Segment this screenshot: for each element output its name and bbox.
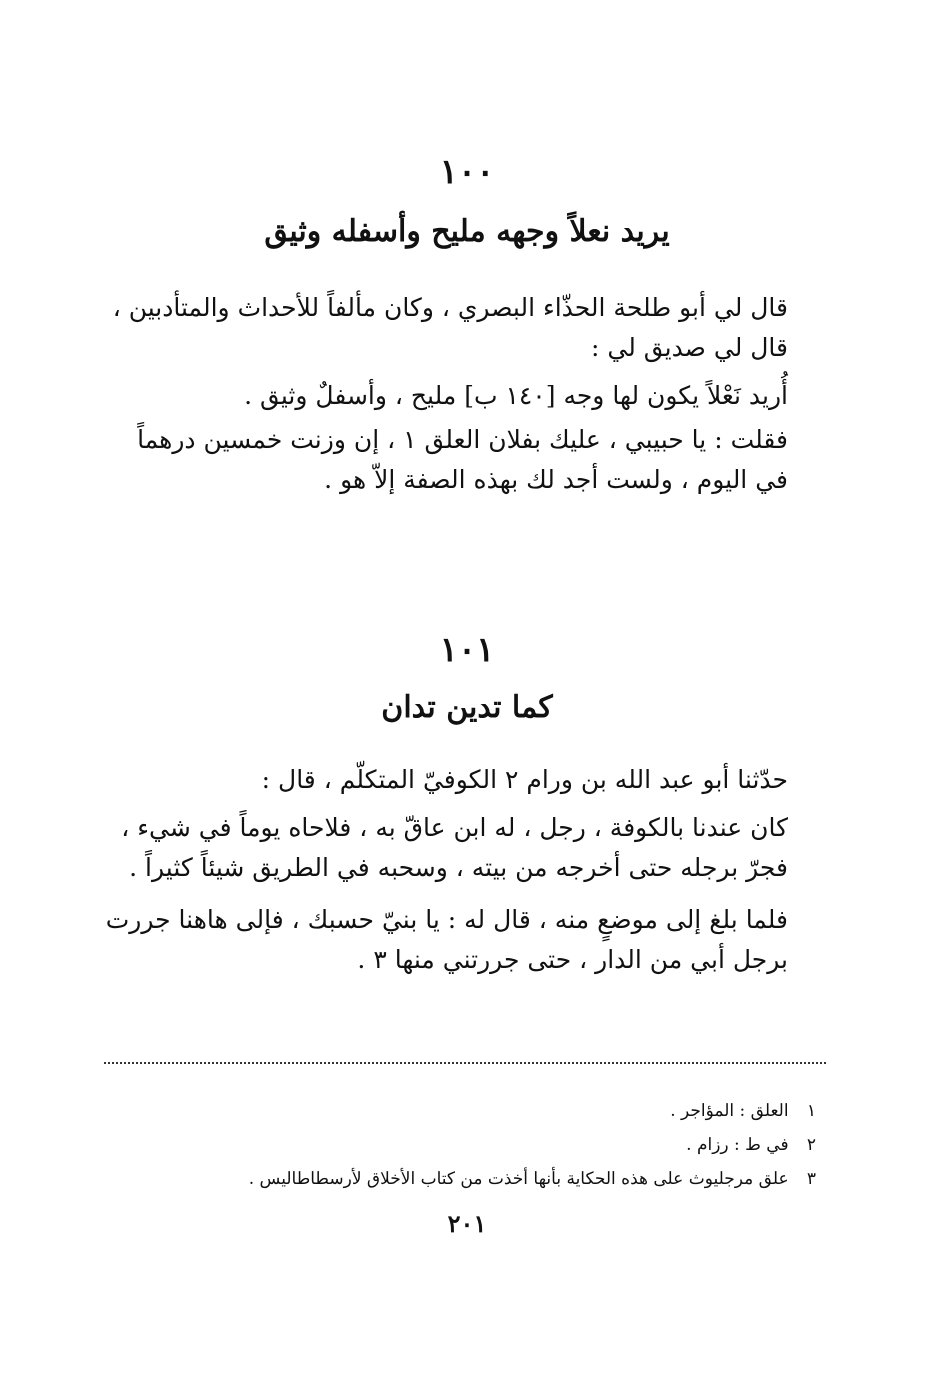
footnote-number: ١ (806, 1101, 816, 1121)
paragraph-100-1: قال لي أبو طلحة الحذّاء البصري ، وكان مألفاً للأحداث والمتأدبين ، قال لي صديق لي : (112, 293, 788, 362)
footnote-1 (116, 1094, 816, 1128)
footnote-text: في ط : رزام . (686, 1135, 789, 1155)
footnote-text: العلق : المؤاجر . (670, 1101, 789, 1121)
paragraph-100-2: أُريد نَعْلاً يكون لها وجه [١٤٠ ب] مليح ، وأسفلٌ وثيق . (244, 381, 788, 410)
footnote-separator (104, 1062, 826, 1064)
paragraph-101-1: حدّثنا أبو عبد الله بن ورام ٢ الكوفيّ المتكلّم ، قال : (261, 765, 788, 794)
paragraph-100-3: فقلت : يا حبيبي ، عليك بفلان العلق ١ ، إن وزنت خمسين درهماً في اليوم ، ولست أجد لك بهذه الصفة إلاّ هو . (137, 425, 788, 494)
footnote-3 (116, 1162, 816, 1196)
section-title-101: كما تدين تدان (381, 690, 553, 725)
footnotes (116, 1094, 816, 1196)
paragraph-101-2: كان عندنا بالكوفة ، رجل ، له ابن عاقّ به ، فلاحاه يوماً في شيء ، فجرّ برجله حتى أخرجه من بيته ، وسحبه في الطريق شيئاً كثيراً . (121, 813, 788, 882)
footnote-number: ٣ (806, 1169, 816, 1189)
footnote-2 (116, 1128, 816, 1162)
footnote-text: علق مرجليوث على هذه الحكاية بأنها أخذت من كتاب الأخلاق لأرسطاطاليس . (248, 1169, 789, 1189)
footnote-number: ٢ (806, 1135, 816, 1155)
section-number-100: ١٠٠ (439, 152, 495, 192)
page-number: ٢٠١ (447, 1209, 487, 1238)
section-number-101: ١٠١ (439, 630, 495, 670)
section-title-100: يريد نعلاً وجهه مليح وأسفله وثيق (264, 214, 670, 249)
paragraph-101-3: فلما بلغ إلى موضعٍ منه ، قال له : يا بنيّ حسبك ، فإلى هاهنا جررت برجل أبي من الدار ، حتى جررتني منها ٣ . (105, 905, 788, 974)
